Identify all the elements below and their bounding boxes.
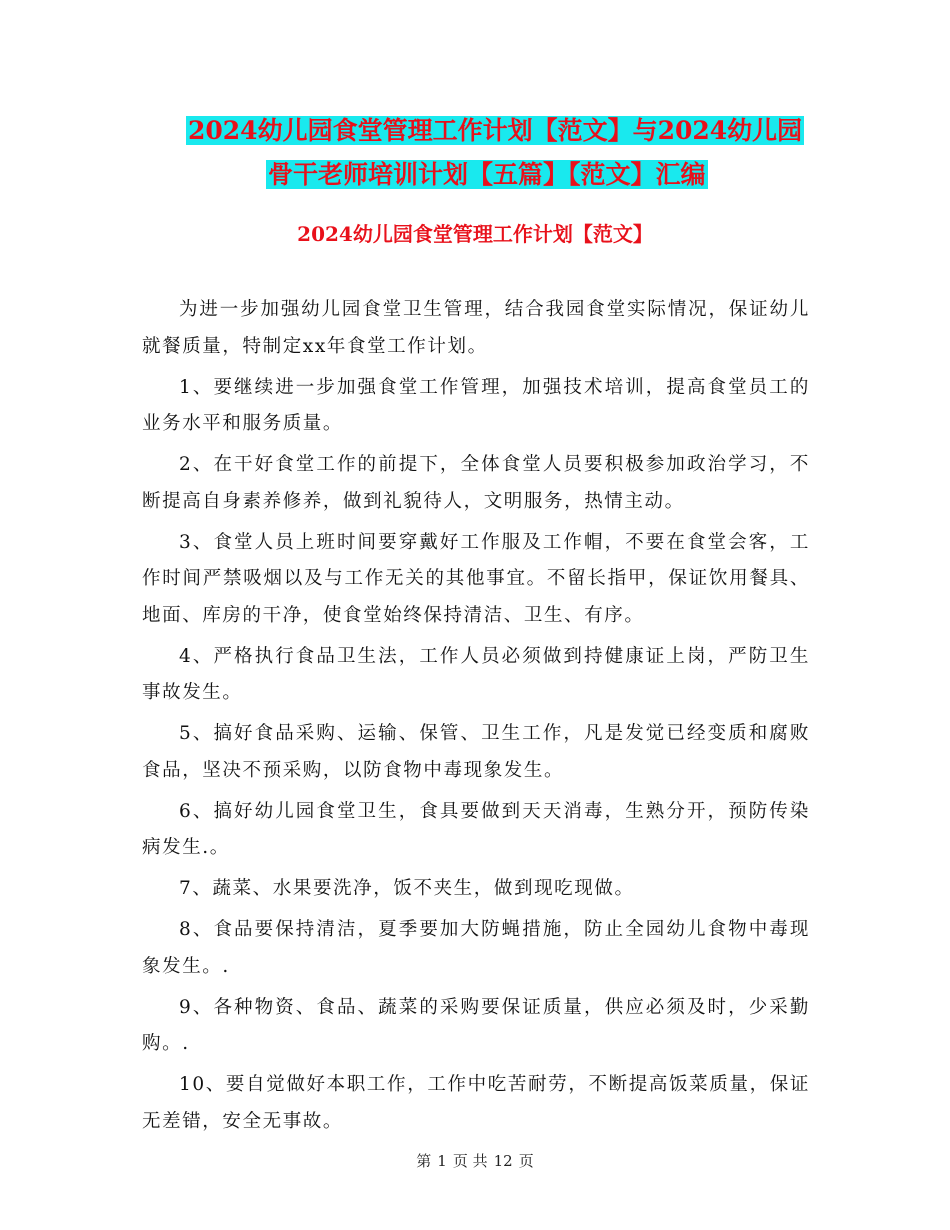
paragraph-item-4: 4、严格执行食品卫生法，工作人员必须做到持健康证上岗，严防卫生事故发生。 [142,645,810,703]
paragraph-item-9: 9、各种物资、食品、蔬菜的采购要保证质量，供应必须及时，少采勤购。. [142,996,810,1054]
page-footer [0,1150,950,1172]
paragraph-item-2: 2、在干好食堂工作的前提下，全体食堂人员要积极参加政治学习，不断提高自身素养修养，做到礼貌待人，文明服务，热情主动。 [142,454,810,512]
document-body [142,292,810,1145]
paragraph-item-10: 10、要自觉做好本职工作，工作中吃苦耐劳，不断提高饭菜质量，保证无差错，安全无事故。 [142,1074,810,1132]
paragraph-item-5: 5、搞好食品采购、运输、保管、卫生工作，凡是发觉已经变质和腐败食品，坚决不预采购，以防食物中毒现象发生。 [142,723,810,781]
paragraph-item-3: 3、食堂人员上班时间要穿戴好工作服及工作帽，不要在食堂会客，工作时间严禁吸烟以及与工作无关的其他事宜。不留长指甲，保证饮用餐具、地面、库房的干净，使食堂始终保持清洁、卫生、有序。 [142,531,810,626]
paragraph-item-1: 1、要继续进一步加强食堂工作管理，加强技术培训，提高食堂员工的业务水平和服务质量。 [142,376,810,434]
footer-page-mid: 页 共 [452,1152,488,1170]
document-title-line-1 [0,112,950,156]
paragraph-item-8: 8、食品要保持清洁，夏季要加大防蝇措施，防止全园幼儿食物中毒现象发生。. [142,919,810,977]
footer-page-suffix: 页 [518,1152,534,1170]
footer-total-pages: 12 [493,1152,513,1170]
section-title: 2024幼儿园食堂管理工作计划【范文】 [297,222,653,246]
footer-page-number: 1 [437,1152,447,1170]
paragraph-intro: 为进一步加强幼儿园食堂卫生管理，结合我园食堂实际情况，保证幼儿就餐质量，特制定xx年食堂工作计划。 [142,299,810,357]
paragraph-item-7: 7、蔬菜、水果要洗净，饭不夹生，做到现吃现做。 [179,878,635,899]
footer-page-prefix: 第 [416,1152,432,1170]
title-highlight: 骨干老师培训计划【五篇】【范文】汇编 [268,160,706,189]
document-title [0,112,950,200]
title-highlight: 2024幼儿园食堂管理工作计划【范文】与2024幼儿园 [188,116,803,145]
document-title-line-2 [0,156,950,200]
paragraph-item-6: 6、搞好幼儿园食堂卫生，食具要做到天天消毒，生熟分开，预防传染病发生.。 [142,800,810,858]
